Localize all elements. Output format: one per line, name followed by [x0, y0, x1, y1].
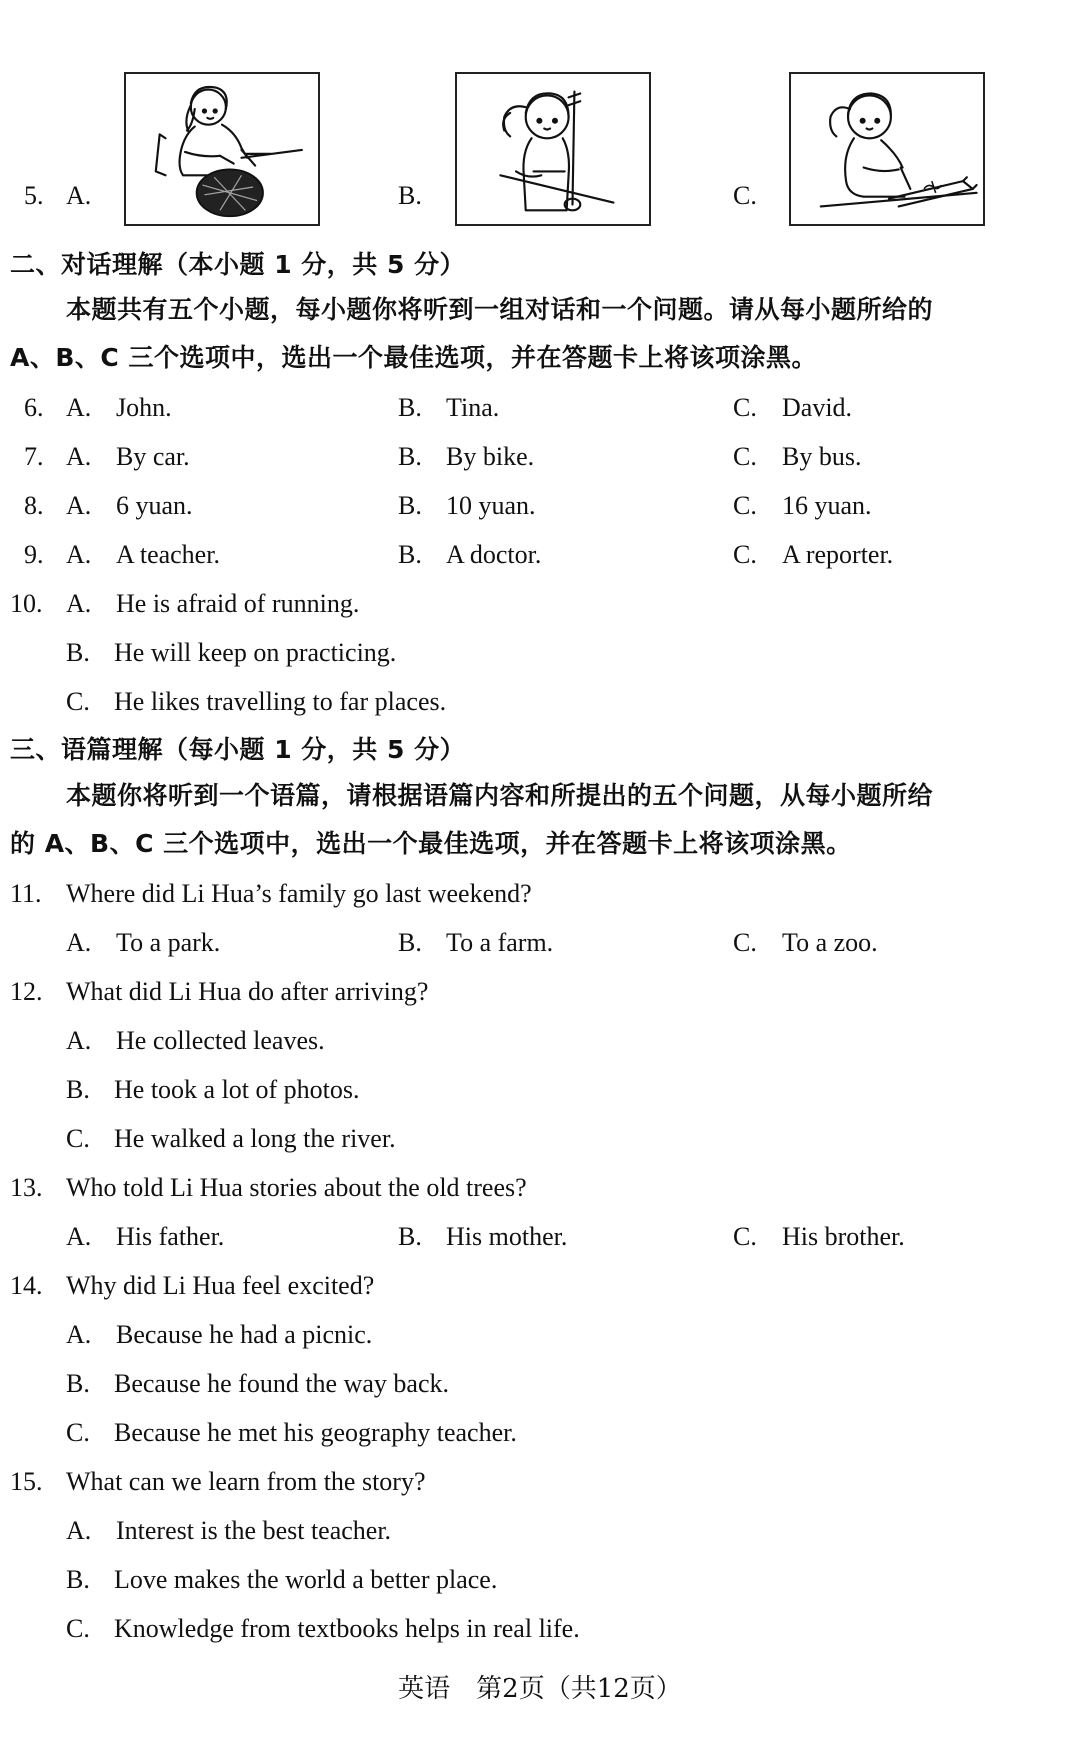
question-number: 8.	[24, 491, 44, 520]
option-letter: A.	[66, 491, 92, 520]
option-letter: C.	[733, 442, 757, 471]
option-letter: C.	[66, 1418, 90, 1447]
option-b-text: He will keep on practicing.	[114, 638, 397, 667]
picture-option-b[interactable]	[455, 72, 651, 226]
option-b-text: Love makes the world a better place.	[114, 1565, 498, 1594]
option-b-text: He took a lot of photos.	[114, 1075, 360, 1104]
question-text: What did Li Hua do after arriving?	[66, 977, 429, 1006]
option-letter: B.	[66, 1369, 90, 1398]
option-letter: C.	[66, 1124, 90, 1153]
option-letter: B.	[66, 638, 90, 667]
question-number: 9.	[24, 540, 44, 569]
question-number: 7.	[24, 442, 44, 471]
section-3-heading: 三、语篇理解（每小题 1 分，共 5 分）	[10, 735, 466, 764]
option-letter: B.	[66, 1075, 90, 1104]
option-a-text: A teacher.	[116, 540, 220, 569]
option-b-text: Tina.	[446, 393, 500, 422]
section-2-instruction-line-1: 本题共有五个小题，每小题你将听到一组对话和一个问题。请从每小题所给的	[66, 295, 934, 324]
question-number: 11.	[10, 879, 42, 908]
option-letter: C.	[733, 540, 757, 569]
option-c-text: His brother.	[782, 1222, 905, 1251]
option-c-text: David.	[782, 393, 853, 422]
option-letter: A.	[66, 1320, 92, 1349]
question-text: Where did Li Hua’s family go last weekend?	[66, 879, 532, 908]
option-a-text: Because he had a picnic.	[116, 1320, 373, 1349]
option-letter: B.	[398, 442, 422, 471]
question-number: 12.	[10, 977, 43, 1006]
picture-option-a[interactable]	[124, 72, 320, 226]
option-b-text: A doctor.	[446, 540, 542, 569]
question-number: 14.	[10, 1271, 43, 1300]
option-a-text: He is afraid of running.	[116, 589, 360, 618]
option-c-text: He walked a long the river.	[114, 1124, 396, 1153]
question-number: 10.	[10, 589, 43, 618]
option-letter: C.	[733, 393, 757, 422]
option-c-text: Because he met his geography teacher.	[114, 1418, 517, 1447]
option-b-text: To a farm.	[446, 928, 554, 957]
option-letter: B.	[398, 491, 422, 520]
option-c-text: A reporter.	[782, 540, 894, 569]
question-number: 15.	[10, 1467, 43, 1496]
option-a-text: Interest is the best teacher.	[116, 1516, 392, 1545]
option-letter: B.	[66, 1565, 90, 1594]
section-3-instruction-line-2: 的 A、B、C 三个选项中，选出一个最佳选项，并在答题卡上将该项涂黑。	[10, 829, 852, 858]
question-text: Why did Li Hua feel excited?	[66, 1271, 375, 1300]
option-letter: B.	[398, 1222, 422, 1251]
page-footer: 英语 第2页（共12页）	[398, 1674, 682, 1704]
picture-option-c[interactable]	[789, 72, 985, 226]
question-text: What can we learn from the story?	[66, 1467, 426, 1496]
option-c-text: He likes travelling to far places.	[114, 687, 447, 716]
option-a-text: 6 yuan.	[116, 491, 193, 520]
question-number: 13.	[10, 1173, 43, 1202]
option-letter: C.	[733, 928, 757, 957]
option-letter: A.	[66, 393, 92, 422]
section-2-instruction-line-2: A、B、C 三个选项中，选出一个最佳选项，并在答题卡上将该项涂黑。	[10, 343, 817, 372]
option-b-text: His mother.	[446, 1222, 568, 1251]
option-letter: A.	[66, 1222, 92, 1251]
option-a-text: John.	[116, 393, 172, 422]
option-letter: C.	[733, 1222, 757, 1251]
option-letter: A.	[66, 540, 92, 569]
option-letter: C.	[66, 1614, 90, 1643]
option-letter: A.	[66, 442, 92, 471]
option-a-text: He collected leaves.	[116, 1026, 325, 1055]
option-b-text: Because he found the way back.	[114, 1369, 449, 1398]
option-letter: A.	[66, 1026, 92, 1055]
girl-playing-erhu-icon	[457, 74, 649, 224]
option-c-text: 16 yuan.	[782, 491, 872, 520]
option-letter: A.	[66, 181, 92, 210]
option-letter: A.	[66, 1516, 92, 1545]
option-letter: C.	[733, 491, 757, 520]
question-number: 6.	[24, 393, 44, 422]
option-b-text: 10 yuan.	[446, 491, 536, 520]
question-text: Who told Li Hua stories about the old trees?	[66, 1173, 527, 1202]
question-number: 5.	[24, 181, 44, 210]
option-letter: B.	[398, 181, 422, 210]
option-c-text: To a zoo.	[782, 928, 878, 957]
option-letter: C.	[66, 687, 90, 716]
option-letter: C.	[733, 181, 757, 210]
option-letter: A.	[66, 928, 92, 957]
girl-knitting-icon	[126, 74, 318, 224]
option-c-text: Knowledge from textbooks helps in real life.	[114, 1614, 580, 1643]
option-letter: B.	[398, 393, 422, 422]
option-letter: B.	[398, 540, 422, 569]
option-c-text: By bus.	[782, 442, 862, 471]
option-letter: B.	[398, 928, 422, 957]
section-2-heading: 二、对话理解（本小题 1 分，共 5 分）	[10, 250, 466, 279]
option-a-text: By car.	[116, 442, 190, 471]
option-letter: A.	[66, 589, 92, 618]
section-3-instruction-line-1: 本题你将听到一个语篇，请根据语篇内容和所提出的五个问题，从每小题所给	[66, 781, 934, 810]
option-a-text: To a park.	[116, 928, 221, 957]
option-a-text: His father.	[116, 1222, 225, 1251]
girl-calligraphy-icon	[791, 74, 983, 224]
option-b-text: By bike.	[446, 442, 535, 471]
